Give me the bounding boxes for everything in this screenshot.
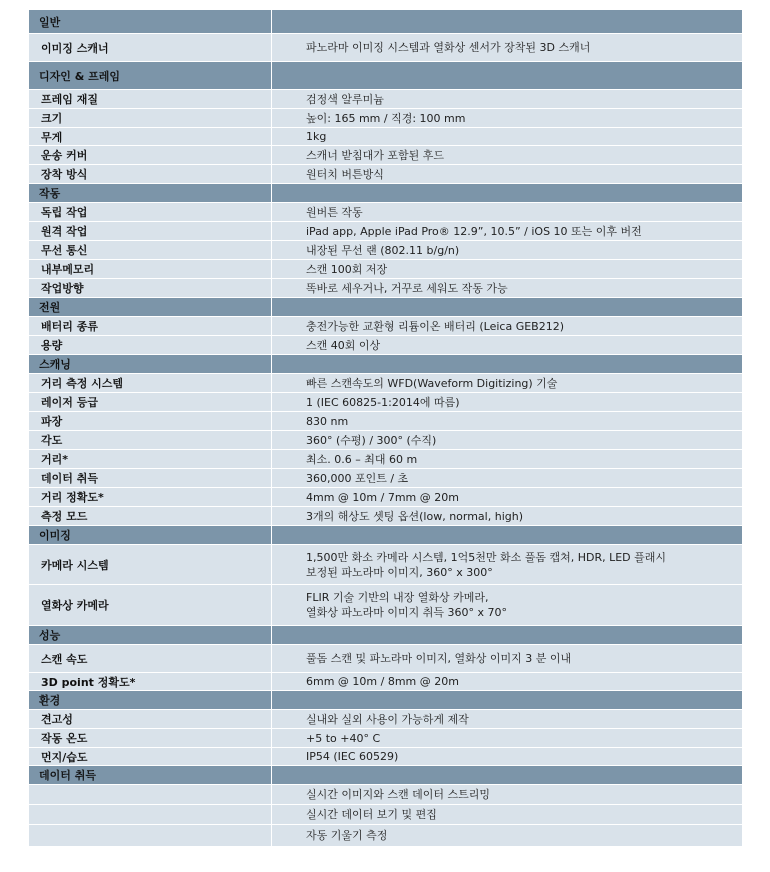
- spec-value-cell: [272, 393, 742, 411]
- spec-value-cell: [272, 34, 742, 61]
- spec-label-cell: [29, 431, 272, 449]
- section-header-spacer: [272, 298, 742, 316]
- spec-table: [29, 10, 742, 847]
- spec-label: 견고성: [41, 713, 73, 726]
- spec-value-cell: [272, 785, 742, 804]
- spec-label: 레이저 등급: [41, 396, 98, 409]
- spec-label-cell: [29, 545, 272, 584]
- spec-value-cell: [272, 146, 742, 164]
- spec-value: 실내와 실외 사용이 가능하게 제작: [306, 712, 469, 726]
- spec-value: 파노라마 이미징 시스템과 열화상 센서가 장착된 3D 스캐너: [306, 41, 591, 54]
- spec-label-cell: [29, 317, 272, 335]
- spec-value: 스캔 40회 이상: [306, 338, 381, 352]
- spec-row: [29, 507, 742, 526]
- section-header-cell: [29, 691, 272, 709]
- spec-value-cell: [272, 90, 742, 108]
- spec-label: 작동 온도: [41, 732, 88, 745]
- spec-label-cell: [29, 748, 272, 765]
- spec-label-cell: [29, 336, 272, 354]
- spec-value-cell: [272, 729, 742, 747]
- spec-row: [29, 109, 742, 128]
- section-header-cell: [29, 526, 272, 544]
- spec-value: FLIR 기술 기반의 내장 열화상 카메라, 열화상 파노라마 이미지 취득 360° x 70°: [306, 591, 507, 619]
- spec-label: 장착 방식: [41, 168, 88, 181]
- spec-label-cell: [29, 585, 272, 625]
- spec-value: 1 (IEC 60825-1:2014에 따름): [306, 395, 460, 409]
- section-header-cell: [29, 298, 272, 316]
- section-header: [29, 626, 742, 645]
- section-header-spacer: [272, 766, 742, 784]
- spec-row: [29, 336, 742, 355]
- spec-value-cell: [272, 241, 742, 259]
- spec-value-cell: [272, 825, 742, 846]
- spec-value: IP54 (IEC 60529): [306, 750, 399, 763]
- spec-label-cell: [29, 825, 272, 846]
- spec-label: 내부메모리: [41, 263, 95, 276]
- spec-label-cell: [29, 90, 272, 108]
- spec-value: 스캔 100회 저장: [306, 262, 388, 276]
- spec-value-cell: [272, 260, 742, 278]
- section-header-cell: [29, 766, 272, 784]
- section-header-cell: [29, 10, 272, 33]
- spec-row: [29, 260, 742, 279]
- spec-value: 360° (수평) / 300° (수직): [306, 433, 437, 447]
- spec-row: [29, 241, 742, 260]
- spec-value-cell: [272, 317, 742, 335]
- spec-label: 용량: [41, 339, 63, 352]
- section-header-spacer: [272, 62, 742, 89]
- spec-value-cell: [272, 165, 742, 183]
- spec-value-cell: [272, 109, 742, 127]
- section-header-cell: [29, 626, 272, 644]
- spec-row: [29, 128, 742, 146]
- spec-value-cell: [272, 645, 742, 672]
- section-header: [29, 62, 742, 90]
- spec-value: 3개의 해상도 셋팅 옵션(low, normal, high): [306, 509, 523, 523]
- section-header: [29, 691, 742, 710]
- spec-label: 이미징 스캐너: [41, 41, 109, 55]
- spec-label: 스캔 속도: [41, 652, 88, 666]
- spec-label: 원격 작업: [41, 225, 88, 238]
- spec-label: 먼지/습도: [41, 750, 88, 764]
- spec-label: 카메라 시스템: [41, 558, 109, 572]
- spec-value: 1kg: [306, 130, 327, 143]
- spec-label-cell: [29, 279, 272, 297]
- spec-value-cell: [272, 279, 742, 297]
- spec-label-cell: [29, 34, 272, 61]
- section-title: 데이터 취득: [39, 769, 96, 782]
- spec-label: 각도: [41, 434, 63, 447]
- spec-row: [29, 488, 742, 507]
- section-header-spacer: [272, 184, 742, 202]
- spec-row: [29, 785, 742, 805]
- spec-label: 작업방향: [41, 282, 84, 295]
- spec-row: [29, 729, 742, 748]
- section-header: [29, 355, 742, 374]
- section-header: [29, 10, 742, 34]
- spec-label: 데이터 취득: [41, 472, 98, 485]
- spec-value-cell: [272, 673, 742, 690]
- section-title: 작동: [39, 187, 61, 200]
- section-header-spacer: [272, 691, 742, 709]
- spec-value: iPad app, Apple iPad Pro® 12.9”, 10.5” / iOS 10 또는 이후 버전: [306, 224, 642, 238]
- spec-row: [29, 710, 742, 729]
- spec-label-cell: [29, 805, 272, 824]
- spec-value-cell: [272, 450, 742, 468]
- spec-value-cell: [272, 748, 742, 765]
- spec-value: 830 nm: [306, 414, 349, 428]
- spec-label: 열화상 카메라: [41, 599, 109, 612]
- spec-label-cell: [29, 203, 272, 221]
- spec-value-cell: [272, 545, 742, 584]
- spec-label-cell: [29, 146, 272, 164]
- spec-row: [29, 222, 742, 241]
- spec-label-cell: [29, 645, 272, 672]
- section-header: [29, 184, 742, 203]
- spec-row: [29, 805, 742, 825]
- spec-row: [29, 469, 742, 488]
- section-title: 이미징: [39, 529, 71, 542]
- spec-label: 거리 정확도*: [41, 491, 104, 504]
- spec-value: 스캐너 받침대가 포함된 후드: [306, 148, 445, 162]
- spec-value: 6mm @ 10m / 8mm @ 20m: [306, 675, 459, 688]
- section-title: 디자인 & 프레임: [39, 69, 121, 83]
- spec-label: 파장: [41, 415, 63, 428]
- spec-value-cell: [272, 374, 742, 392]
- spec-label-cell: [29, 673, 272, 690]
- spec-label: 거리 측정 시스템: [41, 377, 124, 390]
- spec-value: 360,000 포인트 / 초: [306, 471, 409, 485]
- spec-row: [29, 585, 742, 626]
- spec-row: [29, 279, 742, 298]
- spec-value-cell: [272, 128, 742, 145]
- spec-value: 높이: 165 mm / 직경: 100 mm: [306, 111, 466, 125]
- spec-label-cell: [29, 393, 272, 411]
- section-header: [29, 766, 742, 785]
- spec-row: [29, 34, 742, 62]
- spec-value-cell: [272, 507, 742, 525]
- spec-row: [29, 825, 742, 847]
- spec-label-cell: [29, 374, 272, 392]
- spec-label-cell: [29, 729, 272, 747]
- spec-value: 원터치 버튼방식: [306, 167, 384, 181]
- spec-value-cell: [272, 469, 742, 487]
- spec-label-cell: [29, 109, 272, 127]
- spec-label: 배터리 종류: [41, 320, 98, 333]
- spec-label: 거리*: [41, 453, 69, 466]
- spec-label: 운송 커버: [41, 149, 88, 162]
- spec-label-cell: [29, 507, 272, 525]
- spec-label-cell: [29, 785, 272, 804]
- spec-label: 독립 작업: [41, 206, 88, 219]
- spec-label-cell: [29, 165, 272, 183]
- spec-value: +5 to +40° C: [306, 731, 381, 745]
- spec-row: [29, 545, 742, 585]
- spec-value-cell: [272, 336, 742, 354]
- section-title: 환경: [39, 694, 61, 707]
- spec-value-cell: [272, 412, 742, 430]
- spec-label: 크기: [41, 112, 63, 125]
- spec-value: 검정색 알루미늄: [306, 92, 384, 106]
- section-header-cell: [29, 184, 272, 202]
- section-header-spacer: [272, 626, 742, 644]
- spec-value: 자동 기울기 측정: [306, 829, 388, 842]
- spec-label-cell: [29, 260, 272, 278]
- section-title: 일반: [39, 15, 61, 29]
- section-title: 스캐닝: [39, 358, 71, 371]
- spec-value: 풀돔 스캔 및 파노라마 이미지, 열화상 이미지 3 분 이내: [306, 652, 572, 665]
- section-header-spacer: [272, 10, 742, 33]
- spec-row: [29, 203, 742, 222]
- spec-row: [29, 90, 742, 109]
- spec-value-cell: [272, 805, 742, 824]
- spec-row: [29, 317, 742, 336]
- spec-label: 무선 통신: [41, 244, 88, 257]
- spec-label-cell: [29, 128, 272, 145]
- spec-value-cell: [272, 222, 742, 240]
- section-title: 전원: [39, 301, 61, 314]
- spec-row: [29, 374, 742, 393]
- spec-row: [29, 748, 742, 766]
- spec-value-cell: [272, 431, 742, 449]
- spec-value: 빠른 스캔속도의 WFD(Waveform Digitizing) 기술: [306, 376, 558, 390]
- spec-row: [29, 412, 742, 431]
- spec-label-cell: [29, 222, 272, 240]
- spec-value: 4mm @ 10m / 7mm @ 20m: [306, 490, 459, 504]
- spec-label-cell: [29, 488, 272, 506]
- spec-row: [29, 146, 742, 165]
- spec-value-cell: [272, 203, 742, 221]
- spec-value: 똑바로 세우거나, 거꾸로 세워도 작동 가능: [306, 281, 508, 295]
- section-header-cell: [29, 355, 272, 373]
- section-header-spacer: [272, 355, 742, 373]
- section-header-cell: [29, 62, 272, 89]
- spec-row: [29, 393, 742, 412]
- spec-row: [29, 450, 742, 469]
- spec-label-cell: [29, 412, 272, 430]
- spec-label-cell: [29, 469, 272, 487]
- spec-label: 무게: [41, 130, 63, 144]
- spec-value: 최소. 0.6 – 최대 60 m: [306, 452, 418, 466]
- section-title: 성능: [39, 629, 61, 642]
- spec-value-cell: [272, 488, 742, 506]
- spec-value: 실시간 데이터 보기 및 편집: [306, 808, 437, 821]
- section-header-spacer: [272, 526, 742, 544]
- spec-label-cell: [29, 241, 272, 259]
- spec-label: 프레임 재질: [41, 93, 98, 106]
- spec-value: 내장된 무선 랜 (802.11 b/g/n): [306, 243, 460, 257]
- section-header: [29, 298, 742, 317]
- spec-label: 3D point 정확도*: [41, 675, 136, 689]
- spec-row: [29, 165, 742, 184]
- spec-row: [29, 431, 742, 450]
- spec-row: [29, 645, 742, 673]
- spec-label-cell: [29, 710, 272, 728]
- spec-value: 원버튼 작동: [306, 205, 363, 219]
- spec-value: 충전가능한 교환형 리튬이온 배터리 (Leica GEB212): [306, 319, 565, 333]
- spec-label: 측정 모드: [41, 510, 88, 523]
- section-header: [29, 526, 742, 545]
- spec-value-cell: [272, 585, 742, 625]
- spec-value: 1,500만 화소 카메라 시스템, 1억5천만 화소 풀돔 캡쳐, HDR, LED 플래시 보정된 파노라마 이미지, 360° x 300°: [306, 550, 667, 579]
- spec-row: [29, 673, 742, 691]
- spec-value-cell: [272, 710, 742, 728]
- spec-value: 실시간 이미지와 스캔 데이터 스트리밍: [306, 788, 491, 801]
- spec-label-cell: [29, 450, 272, 468]
